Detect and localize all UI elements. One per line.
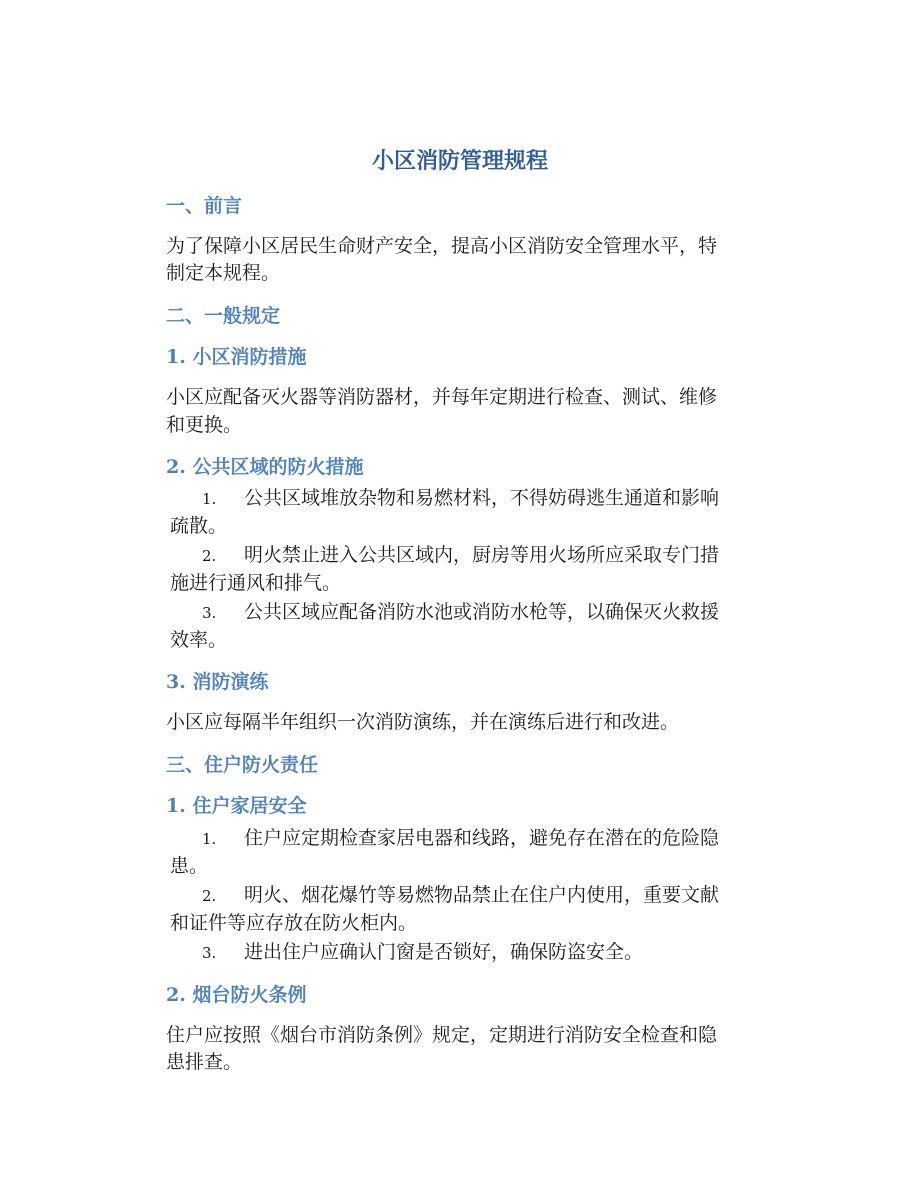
list-item-line: 明火、烟花爆竹等易燃物品禁止在住户内使用，重要文献 (244, 884, 720, 906)
subsection-heading-home-safety: 1. 住户家居安全 (166, 795, 307, 817)
list-item-number: 1. (202, 490, 217, 508)
list-item-line: 疏散。 (170, 515, 228, 537)
section-heading-resident: 三、住户防火责任 (166, 754, 319, 776)
subsection-heading-public-area: 2. 公共区域的防火措施 (166, 456, 364, 478)
list-item-line: 公共区域应配备消防水池或消防水枪等，以确保灭火救援 (244, 601, 720, 623)
list-item-line: 施进行通风和排气。 (170, 572, 342, 594)
list-item-line: 患。 (170, 855, 209, 877)
paragraph-line: 住户应按照《烟台市消防条例》规定，定期进行消防安全检查和隐 (166, 1024, 718, 1046)
list-item-number: 1. (202, 830, 217, 848)
list-item-line: 进出住户应确认门窗是否锁好，确保防盗安全。 (244, 941, 644, 963)
list-item-line: 效率。 (170, 629, 228, 651)
list-item-number: 3. (202, 604, 217, 622)
list-item-line: 明火禁止进入公共区域内，厨房等用火场所应采取专门措 (244, 544, 720, 566)
paragraph-line: 小区应配备灭火器等消防器材，并每年定期进行检查、测试、维修 (166, 386, 718, 408)
list-item-number: 3. (202, 944, 217, 962)
paragraph-line: 和更换。 (166, 414, 243, 436)
list-item-number: 2. (202, 887, 217, 905)
list-item-number: 2. (202, 547, 217, 565)
list-item-line: 和证件等应存放在防火柜内。 (170, 912, 418, 934)
paragraph-line: 为了保障小区居民生命财产安全，提高小区消防安全管理水平，特 (166, 235, 718, 257)
paragraph-line: 制定本规程。 (166, 262, 281, 284)
paragraph-line: 小区应每隔半年组织一次消防演练，并在演练后进行和改进。 (166, 711, 680, 733)
subsection-heading-yantai-regulation: 2. 烟台防火条例 (166, 984, 307, 1006)
list-item-line: 住户应定期检查家居电器和线路，避免存在潜在的危险隐 (244, 827, 720, 849)
document-title: 小区消防管理规程 (371, 148, 548, 174)
list-item-line: 公共区域堆放杂物和易燃材料，不得妨碍逃生通道和影响 (244, 487, 720, 509)
paragraph-line: 患排查。 (166, 1051, 243, 1073)
section-heading-preface: 一、前言 (166, 195, 243, 217)
subsection-heading-measures: 1. 小区消防措施 (166, 346, 307, 368)
section-heading-general: 二、一般规定 (166, 305, 281, 327)
subsection-heading-drill: 3. 消防演练 (166, 671, 269, 693)
